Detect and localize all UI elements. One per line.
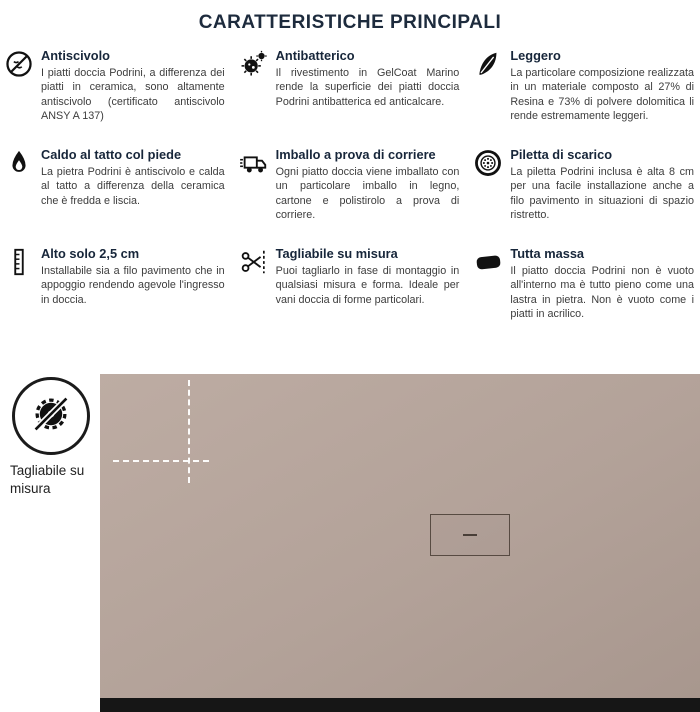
feature-imballo: [239, 147, 460, 222]
drain-icon: [473, 147, 503, 178]
feature-text: [276, 246, 460, 307]
feature-body: Il piatto doccia Podrini non è vuoto all'interno ma è tutto pieno come una lastra in pietra. Non è vuoto come i piatti in acrilico.: [510, 265, 694, 320]
cut-to-size-label: Tagliabile su misura: [10, 463, 85, 497]
feature-body: La piletta Podrini inclusa è alta 8 cm per una facile installazione anche a filo pavimento in situazioni di spazio ristretto.: [510, 166, 694, 221]
cut-guide-horizontal-line: [113, 460, 209, 462]
product-section: [0, 374, 700, 712]
solid-slab-icon: [473, 246, 503, 277]
saw-blade-icon: [29, 392, 73, 441]
feature-body: La particolare composizione realizzata in un materiale composto al 27% di Resina e 73% di polvere dolomitica li rende estremamente leggeri.: [510, 67, 694, 122]
feature-body: Puoi tagliarlo in fase di montaggio in qualsiasi misura e forma. Ideale per vani doccia di forme particolari.: [275, 265, 460, 306]
feature-text: [510, 246, 694, 321]
cut-guide-vertical-line: [188, 380, 190, 483]
feature-text: [276, 48, 460, 109]
feature-body: La pietra Podrini è antiscivolo e calda al tatto a differenza della ceramica che è fredda e liscia.: [41, 166, 225, 207]
feature-antibatterico: [239, 48, 460, 123]
cut-to-size-badge: [12, 377, 90, 455]
feature-title: Piletta di scarico: [510, 147, 613, 162]
feature-body: Il rivestimento in GelCoat Marino rende la superficie dei piatti doccia Podrini antibatterica ed anticalcare.: [275, 67, 460, 108]
feature-title: Tutta massa: [510, 246, 585, 261]
feature-title: Alto solo 2,5 cm: [41, 246, 140, 261]
feature-leggero: [473, 48, 694, 123]
antibacterial-icon: [239, 48, 269, 79]
feature-body: Ogni piatto doccia viene imballato con un particolare imballo in legno, cartone e polistirolo a prova di corriere.: [275, 166, 460, 221]
feature-body: I piatti doccia Podrini, a differenza dei piatti in ceramica, sono altamente antiscivolo (certificato antiscivolo ANSY A 137): [41, 67, 225, 122]
feature-alto-25cm: [4, 246, 225, 321]
drain-cover-handle: [463, 534, 477, 536]
feature-title: Caldo al tatto col piede: [41, 147, 182, 162]
feature-text: [41, 48, 225, 123]
tray-front-edge: [100, 698, 700, 712]
feature-title: Antibatterico: [275, 48, 355, 63]
feature-text: [41, 246, 225, 307]
feature-title: Imballo a prova di corriere: [275, 147, 436, 162]
feature-body: Installabile sia a filo pavimento che in appoggio rendendo agevole l'ingresso in doccia.: [41, 265, 225, 306]
feature-text: [41, 147, 225, 208]
feature-title: Antiscivolo: [41, 48, 110, 63]
feature-grid: [0, 44, 700, 321]
feature-piletta: [473, 147, 694, 222]
feather-icon: [473, 48, 503, 79]
flame-icon: [4, 147, 34, 178]
drain-cover: [430, 514, 510, 556]
ruler-icon: [4, 246, 34, 277]
shower-tray-photo: [100, 374, 700, 698]
feature-text: [510, 147, 694, 222]
no-slip-icon: [4, 48, 34, 79]
feature-text: [510, 48, 694, 123]
feature-antiscivolo: [4, 48, 225, 123]
feature-title: Tagliabile su misura: [275, 246, 398, 261]
page-title: CARATTERISTICHE PRINCIPALI: [198, 12, 502, 33]
feature-title: Leggero: [510, 48, 561, 63]
delivery-truck-icon: [239, 147, 269, 178]
feature-tagliabile: [239, 246, 460, 321]
feature-tutta-massa: [473, 246, 694, 321]
feature-text: [276, 147, 460, 222]
feature-caldo-al-tatto: [4, 147, 225, 222]
scissors-icon: [239, 246, 269, 277]
